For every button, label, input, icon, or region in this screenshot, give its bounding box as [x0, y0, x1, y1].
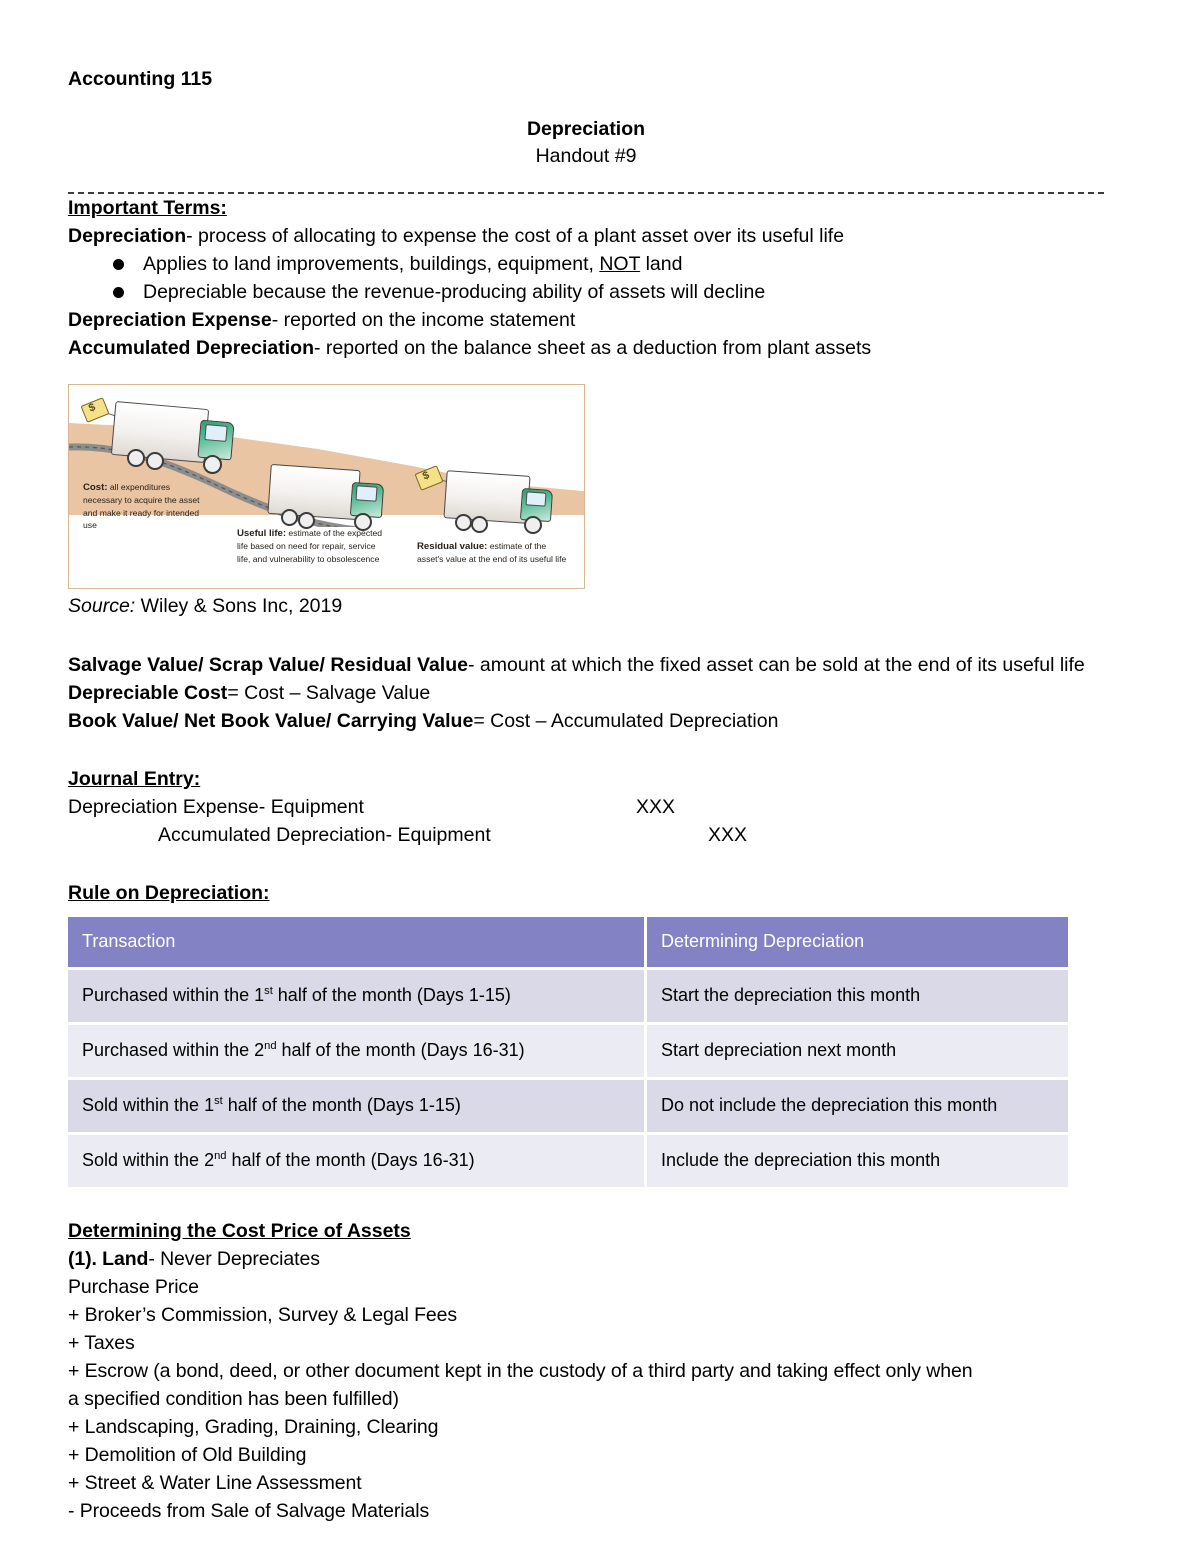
cost-price-line: + Escrow (a bond, deed, or other document kept in the custody of a third party and taking effect only when [68, 1360, 973, 1382]
term-book-value-definition: = Cost – Accumulated Depreciation [473, 710, 779, 732]
figure-caption-cost-label: Cost: [83, 482, 108, 493]
table-row [68, 1080, 1068, 1135]
horizontal-divider [68, 178, 1104, 194]
spacer [68, 735, 1104, 765]
truck-wheel [524, 516, 542, 534]
important-terms-section [68, 194, 1104, 362]
bullet-text-pre: Applies to land improvements, buildings, equipment, [143, 253, 600, 275]
truck-wheel [471, 516, 488, 533]
list-item [68, 278, 1104, 306]
truck-new [91, 397, 261, 477]
cost-price-line: + Taxes [68, 1332, 135, 1354]
journal-entry-debit: XXX [636, 796, 676, 818]
cell-transaction-post: half of the month (Days 1-15) [222, 1095, 461, 1115]
figure-caption-residual-label: Residual value: [417, 541, 488, 552]
figure-source-text: Wiley & Sons Inc, 2019 [135, 595, 343, 617]
cell-determining: Include the depreciation this month [647, 1135, 1068, 1187]
cost-price-line: + Demolition of Old Building [68, 1444, 307, 1466]
figure-caption-cost-text: all expenditures necessary to acquire the asset and make it ready for intended use [83, 482, 200, 531]
truck-wheel [203, 455, 222, 474]
journal-entry-heading: Journal Entry: [68, 768, 201, 790]
cell-transaction [68, 1080, 647, 1135]
value-definitions-section [68, 651, 1104, 735]
truck-wheel [281, 509, 298, 526]
spacer [68, 1187, 1104, 1217]
term-depreciable-cost [68, 679, 1104, 707]
figure-source [68, 591, 1104, 621]
list-item [68, 250, 1104, 278]
cell-determining: Start depreciation next month [647, 1025, 1068, 1080]
term-accumulated-depreciation-definition: - reported on the balance sheet as a deduction from plant assets [313, 337, 872, 359]
spacer [68, 849, 1104, 879]
price-tag-icon [81, 397, 110, 423]
cell-transaction-sup: st [214, 1095, 223, 1107]
journal-entry-section [68, 765, 1104, 849]
figure-caption-useful-life-text: estimate of the expected life based on need for repair, service life, and vulnerability to obsolescence [237, 528, 383, 564]
truck-window [526, 491, 547, 506]
truck-wheel [146, 452, 164, 470]
column-header-transaction: Transaction [68, 917, 647, 970]
bullet-text-pre: Depreciable because the revenue-producing ability of assets will decline [143, 281, 766, 303]
truck-wheel [127, 449, 145, 467]
journal-entry-row [68, 793, 1104, 821]
figure-caption-cost [83, 481, 205, 532]
journal-entry-account: Accumulated Depreciation- Equipment [158, 824, 491, 846]
truck-cargo-box [267, 464, 360, 520]
cell-transaction [68, 1025, 647, 1080]
bullet-dot-icon [113, 287, 124, 298]
cost-price-line: a specified condition has been fulfilled) [68, 1388, 399, 1410]
cost-price-line: + Landscaping, Grading, Draining, Clearing [68, 1416, 439, 1438]
term-accumulated-depreciation-label: Accumulated Depreciation [68, 337, 314, 359]
cell-determining: Start the depreciation this month [647, 970, 1068, 1025]
table-row [68, 970, 1068, 1025]
rule-on-depreciation-section [68, 879, 1104, 1187]
important-terms-heading: Important Terms: [68, 197, 227, 219]
course-title: Accounting 115 [68, 68, 213, 90]
cost-price-item-land [68, 1245, 1104, 1273]
price-tag-icon [415, 465, 444, 491]
journal-entry-credit: XXX [708, 824, 748, 846]
figure-caption-residual-text: estimate of the asset's value at the end of its useful life [417, 541, 567, 565]
term-depreciable-cost-definition: = Cost – Salvage Value [227, 682, 431, 704]
figure-caption-useful-life-label: Useful life: [237, 528, 287, 539]
table-row [68, 1135, 1068, 1187]
term-book-value-label: Book Value/ Net Book Value/ Carrying Value [68, 710, 474, 732]
cell-transaction-pre: Sold within the 1 [82, 1095, 215, 1115]
figure-source-label: Source: [68, 595, 136, 617]
table-row [68, 1025, 1068, 1080]
cost-price-section [68, 1217, 1104, 1525]
cost-price-line: + Broker’s Commission, Survey & Legal Fees [68, 1304, 458, 1326]
cell-transaction [68, 970, 647, 1025]
truck-wheel [455, 514, 472, 531]
bullet-dot-icon [113, 259, 124, 270]
column-header-determining-depreciation: Determining Depreciation [647, 917, 1068, 970]
page-title: Depreciation [526, 118, 646, 140]
cell-transaction-pre: Purchased within the 2 [82, 1040, 265, 1060]
cell-transaction [68, 1135, 647, 1187]
term-depreciation-label: Depreciation [68, 225, 187, 247]
cell-transaction-sup: st [264, 985, 273, 997]
cell-transaction-post: half of the month (Days 1-15) [272, 985, 511, 1005]
spacer [68, 621, 1104, 651]
cell-transaction-pre: Sold within the 2 [82, 1150, 215, 1170]
cost-price-item-note: - Never Depreciates [148, 1248, 320, 1270]
cost-price-line: + Street & Water Line Assessment [68, 1472, 362, 1494]
term-salvage-value-definition: - amount at which the fixed asset can be sold at the end of its useful life [467, 654, 1085, 676]
truck-window [204, 424, 227, 442]
truck-window [356, 485, 378, 501]
table-header [68, 917, 1068, 970]
table-header-row [68, 917, 1068, 970]
figure-caption-useful-life [237, 527, 385, 565]
term-accumulated-depreciation [68, 334, 1104, 362]
depreciation-bullet-list [68, 250, 1104, 306]
term-salvage-value-label: Salvage Value/ Scrap Value/ Residual Value [68, 654, 468, 676]
term-depreciation [68, 222, 1104, 250]
cell-transaction-sup: nd [264, 1040, 277, 1052]
cell-transaction-post: half of the month (Days 16-31) [226, 1150, 475, 1170]
term-salvage-value [68, 651, 1104, 679]
cost-price-line: - Proceeds from Sale of Salvage Materials [68, 1500, 430, 1522]
cell-transaction-pre: Purchased within the 1 [82, 985, 265, 1005]
rule-on-depreciation-heading: Rule on Depreciation: [68, 882, 270, 904]
cost-price-line: Purchase Price [68, 1276, 199, 1298]
term-book-value [68, 707, 1104, 735]
cell-transaction-post: half of the month (Days 16-31) [276, 1040, 525, 1060]
depreciation-figure-wrapper [68, 384, 1104, 621]
journal-entry-row [68, 821, 1104, 849]
document-body [68, 66, 1104, 1525]
table-body [68, 970, 1068, 1187]
cost-price-heading: Determining the Cost Price of Assets [68, 1220, 411, 1242]
term-depreciation-expense-definition: - reported on the income statement [271, 309, 576, 331]
journal-entry-account: Depreciation Expense- Equipment [68, 796, 364, 818]
depreciation-illustration [68, 384, 585, 589]
cell-transaction-sup: nd [214, 1150, 227, 1162]
figure-caption-residual-value [417, 540, 569, 566]
cell-determining: Do not include the depreciation this month [647, 1080, 1068, 1135]
handout-number: Handout #9 [535, 145, 637, 167]
term-depreciation-expense [68, 306, 1104, 334]
cost-price-item-label: (1). Land [68, 1248, 149, 1270]
depreciation-rules-table [68, 917, 1068, 1187]
term-depreciation-expense-label: Depreciation Expense [68, 309, 272, 331]
term-depreciable-cost-label: Depreciable Cost [68, 682, 228, 704]
bullet-text-emphasis: NOT [599, 253, 641, 275]
bullet-text-post: land [640, 253, 683, 275]
truck-end-of-life [417, 463, 577, 539]
document-title-block [68, 116, 1104, 170]
term-depreciation-definition: - process of allocating to expense the cost of a plant asset over its useful life [186, 225, 845, 247]
